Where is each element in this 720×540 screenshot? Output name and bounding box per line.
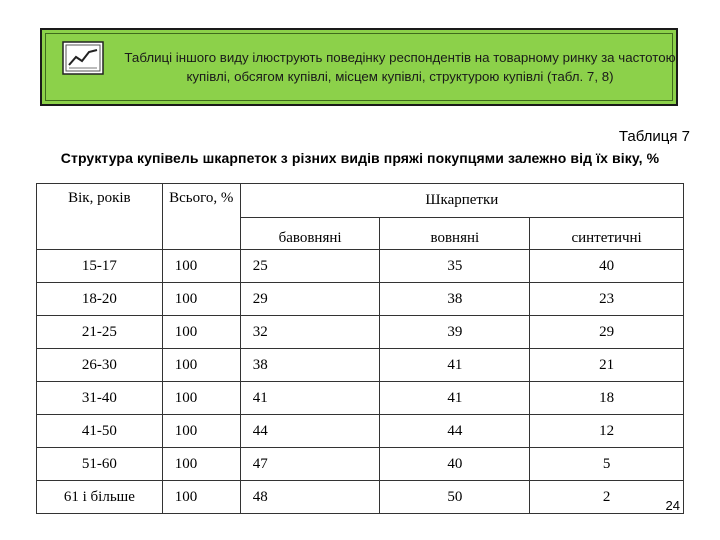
cell-synthetic: 12 xyxy=(530,415,684,448)
cell-cotton: 48 xyxy=(240,481,380,514)
cell-total: 100 xyxy=(162,316,240,349)
cell-wool: 35 xyxy=(380,250,530,283)
cell-total: 100 xyxy=(162,349,240,382)
table-row xyxy=(37,349,684,382)
cell-cotton: 25 xyxy=(240,250,380,283)
table-row xyxy=(37,250,684,283)
table-number: Таблиця 7 xyxy=(618,128,690,145)
cell-synthetic: 2 xyxy=(530,481,684,514)
cell-total: 100 xyxy=(162,382,240,415)
cell-cotton: 44 xyxy=(240,415,380,448)
cell-cotton: 47 xyxy=(240,448,380,481)
cell-synthetic: 23 xyxy=(530,283,684,316)
cell-age: 26-30 xyxy=(37,349,163,382)
header-cotton: бавовняні xyxy=(240,217,380,249)
table-row xyxy=(37,283,684,316)
cell-wool: 39 xyxy=(380,316,530,349)
cell-age: 31-40 xyxy=(37,382,163,415)
header-age: Вік, років xyxy=(37,184,163,250)
table-row xyxy=(37,316,684,349)
cell-wool: 50 xyxy=(380,481,530,514)
data-table xyxy=(36,183,684,514)
cell-synthetic: 18 xyxy=(530,382,684,415)
cell-total: 100 xyxy=(162,250,240,283)
table-row xyxy=(37,415,684,448)
cell-cotton: 41 xyxy=(240,382,380,415)
table-title: Структура купівель шкарпеток з різних видів пряжі покупцями залежно від їх віку, % xyxy=(60,150,660,166)
table-row xyxy=(37,448,684,481)
cell-synthetic: 5 xyxy=(530,448,684,481)
cell-total: 100 xyxy=(162,415,240,448)
banner-text: Таблиці іншого виду ілюструють поведінку респондентів на товарному ринку за частотою купівлі, обсягом купівлі, місцем купівлі, структурою купівлі (табл. 7, 8) xyxy=(124,50,676,84)
cell-age: 18-20 xyxy=(37,283,163,316)
cell-age: 51-60 xyxy=(37,448,163,481)
header-synthetic: синтетичні xyxy=(530,217,684,249)
table-row xyxy=(37,382,684,415)
cell-wool: 41 xyxy=(380,382,530,415)
cell-wool: 40 xyxy=(380,448,530,481)
cell-cotton: 38 xyxy=(240,349,380,382)
cell-synthetic: 29 xyxy=(530,316,684,349)
cell-wool: 38 xyxy=(380,283,530,316)
header-total: Всього, % xyxy=(162,184,240,250)
cell-wool: 41 xyxy=(380,349,530,382)
cell-cotton: 29 xyxy=(240,283,380,316)
chart-icon xyxy=(62,41,104,75)
cell-cotton: 32 xyxy=(240,316,380,349)
cell-age: 61 і більше xyxy=(37,481,163,514)
cell-age: 21-25 xyxy=(37,316,163,349)
cell-wool: 44 xyxy=(380,415,530,448)
page-number: 24 xyxy=(665,498,680,513)
table-row xyxy=(37,481,684,514)
cell-age: 15-17 xyxy=(37,250,163,283)
cell-synthetic: 40 xyxy=(530,250,684,283)
cell-synthetic: 21 xyxy=(530,349,684,382)
header-wool: вовняні xyxy=(380,217,530,249)
cell-total: 100 xyxy=(162,283,240,316)
cell-total: 100 xyxy=(162,448,240,481)
cell-age: 41-50 xyxy=(37,415,163,448)
cell-total: 100 xyxy=(162,481,240,514)
info-banner xyxy=(40,28,678,106)
header-socks: Шкарпетки xyxy=(240,184,683,218)
